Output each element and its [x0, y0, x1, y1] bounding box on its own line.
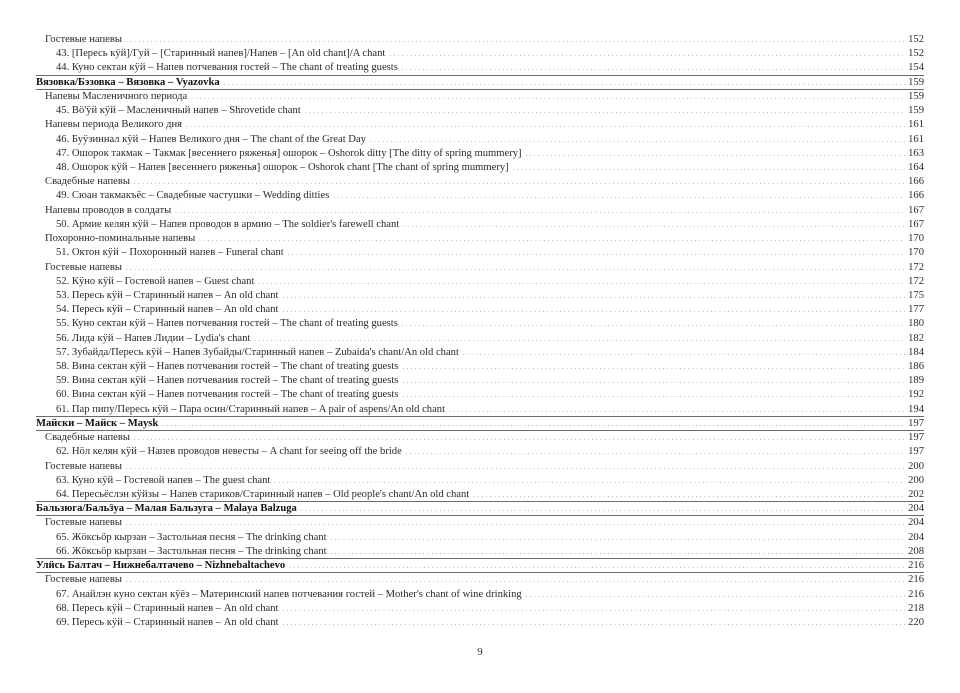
dot-leader — [126, 573, 905, 588]
toc-page-number: 166 — [908, 190, 924, 202]
toc-village-heading — [36, 559, 924, 573]
dot-leader — [126, 261, 905, 276]
heading-rule — [36, 501, 924, 502]
toc-entry-title: 59. Вина сектан кӱй – Напев потчевания гостей – The chant of treating guests — [56, 375, 399, 387]
toc-chant-entry — [36, 189, 924, 203]
dot-leader — [175, 204, 905, 219]
toc-entry-title: 67. Анайлэн куно сектан кӱёз – Материнский напев потчевания гостей – Mother's chant of wine drinking — [56, 588, 522, 600]
toc-page-number: 189 — [908, 375, 924, 387]
toc-page-number: 170 — [908, 247, 924, 259]
toc-entry-title: Гостевые напевы — [45, 460, 122, 472]
toc-page-number: 204 — [908, 503, 924, 515]
toc-page-number: 166 — [908, 176, 924, 188]
toc-page-number: 204 — [908, 531, 924, 543]
toc-section-heading — [36, 431, 924, 445]
dot-leader — [402, 388, 905, 403]
dot-leader — [254, 332, 905, 347]
toc-entry-title: 51. Октон кӱй – Похоронный напев – Funeral chant — [56, 247, 284, 259]
toc-page-number: 164 — [908, 161, 924, 173]
toc-chant-entry — [36, 360, 924, 374]
dot-leader — [331, 531, 905, 546]
dot-leader — [305, 104, 905, 119]
toc-chant-entry — [36, 133, 924, 147]
toc-page-number: 177 — [908, 304, 924, 316]
toc-entry-title: 60. Вина сектан кӱй – Напев потчевания гостей – The chant of treating guests — [56, 389, 399, 401]
toc-page-number: 218 — [908, 602, 924, 614]
dot-leader — [370, 133, 905, 148]
toc-page-number: 216 — [908, 560, 924, 572]
toc-entry-title: 50. Армие келян кӱй – Напев проводов в армию – The soldier's farewell chant — [56, 218, 400, 230]
dot-leader — [134, 175, 905, 190]
toc-page-number: 152 — [908, 34, 924, 45]
dot-leader — [333, 189, 905, 204]
toc-page-number: 197 — [908, 432, 924, 444]
dot-leader — [402, 360, 905, 375]
toc-chant-entry — [36, 445, 924, 459]
toc-chant-entry — [36, 346, 924, 360]
dot-leader — [526, 147, 906, 162]
toc-entry-title: 47. Ошорок такмак – Такмак [весеннего ряженья] ошорок – Oshorok ditty [The ditty of spring mummery] — [56, 147, 522, 159]
dot-leader — [282, 602, 905, 617]
toc-section-heading — [36, 90, 924, 104]
heading-rule — [36, 89, 924, 90]
page-number: 9 — [477, 646, 483, 658]
dot-leader — [403, 218, 905, 233]
heading-rule — [36, 515, 924, 516]
toc-entry-title: 57. Зубайда/Пересь кӱй – Напев Зубайды/Старинный напев – Zubaida's chant/An old chant — [56, 346, 459, 358]
dot-leader — [402, 317, 905, 332]
dot-leader — [126, 33, 905, 48]
toc-chant-entry — [36, 403, 924, 417]
toc-page-number: 161 — [908, 133, 924, 145]
toc-page-number: 163 — [908, 147, 924, 159]
toc-chant-entry — [36, 374, 924, 388]
toc-page-number: 170 — [908, 233, 924, 245]
toc-entry-title: 55. Куно сектан кӱй – Напев потчевания гостей – The chant of treating guests — [56, 318, 398, 330]
toc-entry-title: Гостевые напевы — [45, 574, 122, 586]
toc-entry-title: Напевы проводов в солдаты — [45, 204, 172, 216]
toc-page-number: 161 — [908, 119, 924, 131]
toc-entry-title: 65. Жӧксьӧр кырзан – Застольная песня – The drinking chant — [56, 531, 327, 543]
toc-chant-entry — [36, 388, 924, 402]
toc-chant-entry — [36, 47, 924, 61]
dot-leader — [282, 303, 905, 318]
toc-page-number: 172 — [908, 275, 924, 287]
toc-page-number: 197 — [908, 417, 924, 429]
toc-entry-title: 63. Куно кӱй – Гостевой напев – The guest chant — [56, 474, 271, 486]
toc-chant-entry — [36, 588, 924, 602]
toc-entry-title: Напевы Масленичного периода — [45, 90, 188, 102]
heading-rule — [36, 75, 924, 76]
toc-page-number: 184 — [908, 346, 924, 358]
toc-page-number: 202 — [908, 489, 924, 500]
dot-leader — [406, 445, 905, 460]
toc-chant-entry — [36, 147, 924, 161]
heading-rule — [36, 430, 924, 431]
toc-chant-entry — [36, 488, 924, 502]
dot-leader — [282, 616, 905, 631]
dot-leader — [526, 588, 905, 603]
toc-entry-title: 48. Ошорок кӱй – Напев [весеннего ряженья] ошорок – Oshorok chant [The chant of spring mummery] — [56, 161, 509, 173]
heading-rule — [36, 558, 924, 559]
toc-entry-title: 54. Пересь кӱй – Старинный напев – An old chant — [56, 304, 279, 316]
toc-page-number: 186 — [908, 361, 924, 373]
dot-leader — [513, 161, 905, 176]
toc-chant-entry — [36, 246, 924, 260]
toc-entry-title: Свадебные напевы — [45, 176, 130, 188]
toc-section-heading — [36, 33, 924, 47]
heading-rule — [36, 572, 924, 573]
toc-chant-entry — [36, 332, 924, 346]
toc-page-number: 216 — [908, 574, 924, 586]
toc-page-number: 167 — [908, 218, 924, 230]
toc-entry-title: 43. [Пересь кӱй]/Гуй – [Старинный напев]/Напев – [An old chant]/A chant — [56, 48, 386, 60]
toc-page-number: 159 — [908, 105, 924, 117]
toc-chant-entry — [36, 531, 924, 545]
toc-page-number: 159 — [908, 90, 924, 102]
toc-chant-entry — [36, 218, 924, 232]
toc-page-number: 200 — [908, 474, 924, 486]
toc-page-number: 154 — [908, 62, 924, 74]
toc-entry-title: 49. Сюан такмакъёс – Свадебные частушки – Wedding ditties — [56, 190, 330, 202]
toc-chant-entry — [36, 161, 924, 175]
toc-page-number: 180 — [908, 318, 924, 330]
toc-section-heading — [36, 232, 924, 246]
toc-page-number: 167 — [908, 204, 924, 216]
toc-entry-title: 44. Куно сектан кӱй – Напев потчевания гостей – The chant of treating guests — [56, 62, 398, 74]
toc-entry-title: 68. Пересь кӱй – Старинный напев – An old chant — [56, 602, 279, 614]
toc-page-number: 197 — [908, 446, 924, 458]
dot-leader — [258, 275, 905, 290]
toc-entry-title: 69. Пересь кӱй – Старинный напев – An old chant — [56, 616, 279, 628]
toc-entry-title: Вязовка/Бэзовка – Вязовка – Vyazovka — [36, 76, 220, 88]
toc-section-heading — [36, 516, 924, 530]
dot-leader — [186, 118, 905, 133]
toc-entry-title: Гостевые напевы — [45, 517, 122, 529]
dot-leader — [389, 47, 905, 62]
toc-page-number: 192 — [908, 389, 924, 401]
toc-entry-title: 64. Пересьёслэн кӱйзы – Напев стариков/Старинный напев – Old people's chant/An old chant — [56, 489, 470, 500]
toc-page-number: 194 — [908, 403, 924, 415]
dot-leader — [274, 474, 905, 489]
toc-village-heading — [36, 76, 924, 90]
toc-entry-title: Майски – Майск – Maysk — [36, 417, 159, 429]
toc-chant-entry — [36, 275, 924, 289]
toc-village-heading — [36, 502, 924, 516]
toc-entry-title: Бальзюга/Бальӟуа – Малая Бальзуга – Malaya Balzuga — [36, 503, 297, 515]
toc-entry-title: Гостевые напевы — [45, 261, 122, 273]
toc-section-heading — [36, 175, 924, 189]
toc-entry-title: 62. Нӧл келян кӱй – Напев проводов невесты – A chant for seeing off the bride — [56, 446, 402, 458]
toc-chant-entry — [36, 104, 924, 118]
heading-rule — [36, 416, 924, 417]
toc-chant-entry — [36, 616, 924, 630]
toc-entry-title: 58. Вина сектан кӱй – Напев потчевания гостей – The chant of treating guests — [56, 361, 399, 373]
toc-entry-title: 52. Кӱно кӱй – Гостевой напев – Guest chant — [56, 275, 255, 287]
dot-leader — [134, 431, 905, 446]
toc-chant-entry — [36, 303, 924, 317]
toc-section-heading — [36, 118, 924, 132]
toc-entry-title: 53. Пересь кӱй – Старинный напев – An old chant — [56, 289, 279, 301]
toc-entry-title: Напевы периода Великого дня — [45, 119, 183, 131]
toc-page-number: 152 — [908, 48, 924, 60]
toc-entry-title: Свадебные напевы — [45, 432, 130, 444]
toc-page-number: 159 — [908, 76, 924, 88]
toc-page-number: 172 — [908, 261, 924, 273]
toc-entry-title: Гостевые напевы — [45, 34, 122, 45]
toc-section-heading — [36, 460, 924, 474]
toc-entry-title: 45. Вӧ'ӱй кӱй – Масленичный напев – Shrovetide chant — [56, 105, 301, 117]
dot-leader — [199, 232, 905, 247]
toc-section-heading — [36, 261, 924, 275]
toc-entry-title: Улӥсь Балтач – Нижнебалтачево – Nizhnebaltachevo — [36, 560, 286, 572]
toc-page-number: 200 — [908, 460, 924, 472]
table-of-contents — [36, 33, 924, 630]
toc-page-number: 175 — [908, 289, 924, 301]
toc-entry-title: 61. Пар пипу/Пересь кӱй – Пара осин/Старинный напев – A pair of aspens/An old chant — [56, 403, 446, 415]
toc-chant-entry — [36, 317, 924, 331]
toc-chant-entry — [36, 545, 924, 559]
toc-section-heading — [36, 204, 924, 218]
dot-leader — [463, 346, 905, 361]
dot-leader — [126, 460, 905, 475]
toc-village-heading — [36, 417, 924, 431]
toc-chant-entry — [36, 602, 924, 616]
toc-chant-entry — [36, 474, 924, 488]
toc-chant-entry — [36, 289, 924, 303]
toc-entry-title: Похоронно-поминальные напевы — [45, 233, 196, 245]
toc-section-heading — [36, 573, 924, 587]
toc-entry-title: 56. Лида кӱй – Напев Лидии – Lydia's chant — [56, 332, 251, 344]
dot-leader — [191, 90, 905, 105]
toc-page-number: 216 — [908, 588, 924, 600]
dot-leader — [282, 289, 905, 304]
toc-entry-title: 66. Жӧксьӧр кырзан – Застольная песня – The drinking chant — [56, 545, 327, 557]
toc-page-number: 220 — [908, 616, 924, 628]
toc-entry-title: 46. Буӱзиннал кӱй – Напев Великого дня – The chant of the Great Day — [56, 133, 366, 145]
dot-leader — [402, 374, 905, 389]
toc-page-number: 182 — [908, 332, 924, 344]
dot-leader — [288, 246, 905, 261]
dot-leader — [126, 516, 905, 531]
toc-page-number: 208 — [908, 545, 924, 557]
toc-page-number: 204 — [908, 517, 924, 529]
toc-chant-entry — [36, 61, 924, 75]
